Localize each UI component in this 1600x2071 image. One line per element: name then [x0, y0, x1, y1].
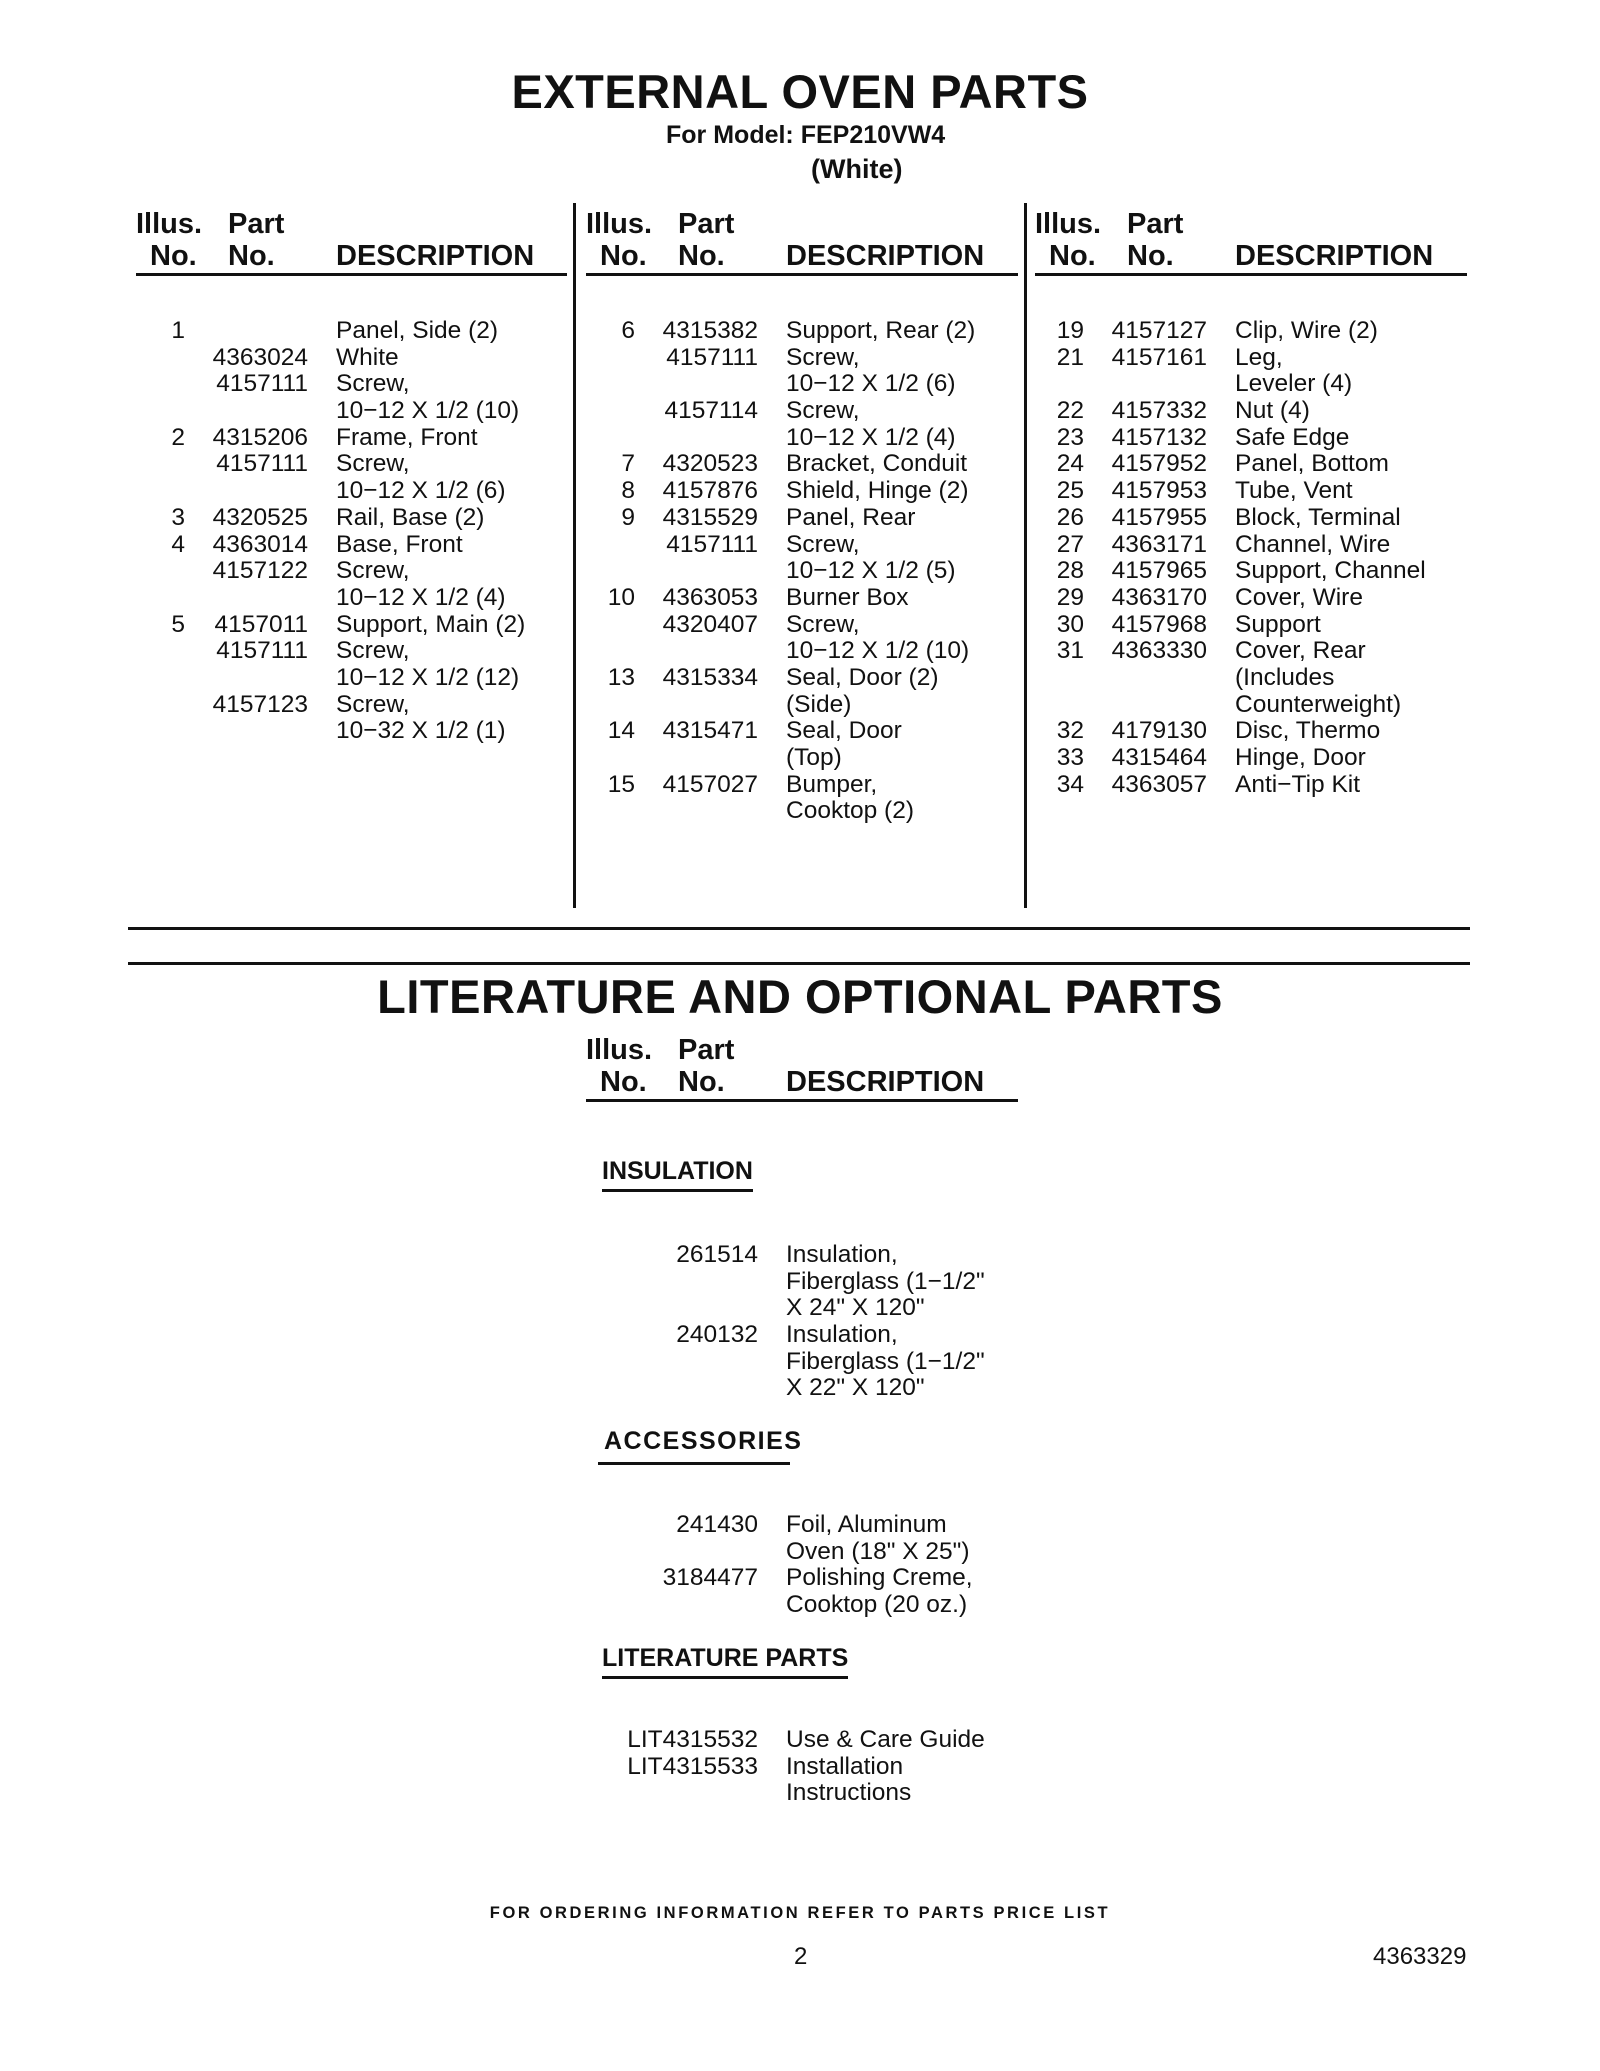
illus-number: 13 [607, 663, 635, 691]
part-number: 261514 [676, 1241, 758, 1268]
part-header-top: Part [678, 208, 735, 240]
part-description: Screw, [786, 343, 860, 371]
parts-row [1039, 398, 1469, 425]
description-header: DESCRIPTION [786, 1066, 985, 1098]
part-description: Screw, [786, 397, 860, 425]
parts-row [1039, 745, 1469, 772]
part-number: 4157132 [1111, 423, 1207, 451]
part-number: 4320407 [662, 610, 758, 638]
part-number: LIT4315532 [627, 1726, 758, 1753]
parts-row [1039, 478, 1469, 505]
part-description: Screw, [336, 450, 410, 478]
parts-row [1039, 558, 1469, 585]
part-description: Cooktop (20 oz.) [786, 1591, 968, 1619]
part-description: 10−12 X 1/2 (10) [336, 397, 520, 425]
part-description: 10−12 X 1/2 (10) [786, 637, 970, 665]
part-description: Base, Front [336, 530, 463, 558]
illus-number: 23 [1056, 423, 1084, 451]
parts-row [590, 1754, 1020, 1781]
part-description: Oven (18" X 25") [786, 1537, 970, 1565]
parts-row [140, 612, 570, 639]
parts-row [590, 558, 1020, 585]
illus-header-bottom: No. [600, 1066, 647, 1098]
part-description: 10−12 X 1/2 (6) [336, 477, 506, 505]
part-number: 4157876 [662, 477, 758, 505]
parts-row [140, 665, 570, 692]
parts-row [590, 1242, 1020, 1269]
part-description: Anti−Tip Kit [1235, 770, 1361, 798]
illus-header-bottom: No. [600, 240, 647, 272]
parts-row [590, 692, 1020, 719]
illus-number: 2 [171, 423, 185, 451]
parts-row [590, 745, 1020, 772]
parts-row [1039, 772, 1469, 799]
parts-row [140, 585, 570, 612]
parts-row [140, 371, 570, 398]
parts-row [140, 318, 570, 345]
parts-row [1039, 345, 1469, 372]
parts-row [590, 1349, 1020, 1376]
part-description: 10−12 X 1/2 (4) [336, 583, 506, 611]
parts-row [1039, 451, 1469, 478]
part-number: 4315471 [662, 717, 758, 745]
parts-row [140, 505, 570, 532]
part-description: Screw, [336, 637, 410, 665]
part-header-top: Part [1127, 208, 1184, 240]
parts-row [590, 1727, 1020, 1754]
illus-number: 21 [1056, 343, 1084, 371]
illus-number: 4 [171, 530, 185, 558]
parts-row [590, 345, 1020, 372]
illus-number: 1 [171, 317, 185, 344]
part-description: Insulation, [786, 1241, 898, 1268]
part-description: (Side) [786, 690, 852, 718]
parts-row [1039, 692, 1469, 719]
illus-number: 8 [621, 477, 635, 505]
part-description: 10−12 X 1/2 (6) [786, 370, 956, 398]
part-description: Insulation, [786, 1321, 898, 1349]
part-description: Counterweight) [1235, 690, 1402, 718]
part-description: Seal, Door (2) [786, 663, 939, 691]
part-number: 4157968 [1111, 610, 1207, 638]
accessories-heading: ACCESSORIES [604, 1427, 803, 1455]
illus-number: 24 [1056, 450, 1084, 478]
parts-row [590, 638, 1020, 665]
page-number: 2 [794, 1943, 808, 1970]
illus-number: 27 [1056, 530, 1084, 558]
model-line: For Model: FEP210VW4 [666, 121, 946, 149]
part-header-bottom: No. [1127, 240, 1174, 272]
part-description: Panel, Rear [786, 503, 916, 531]
part-description: X 22" X 120" [786, 1374, 925, 1402]
page-title: EXTERNAL OVEN PARTS [511, 65, 1089, 118]
part-description: Seal, Door [786, 717, 902, 745]
part-number: 4363053 [662, 583, 758, 611]
part-header-bottom: No. [678, 1066, 725, 1098]
part-number: 4157111 [216, 450, 308, 478]
illus-number: 3 [171, 503, 185, 531]
parts-row [590, 718, 1020, 745]
parts-row [140, 718, 570, 745]
header-underline [136, 273, 567, 276]
insulation-heading: INSULATION [602, 1157, 753, 1192]
illus-number: 19 [1056, 317, 1084, 344]
part-number: 4179130 [1111, 717, 1207, 745]
illus-number: 15 [607, 770, 635, 798]
part-header-top: Part [678, 1034, 735, 1066]
part-number: 4157953 [1111, 477, 1207, 505]
parts-column-2 [590, 318, 1020, 825]
part-description: Installation [786, 1752, 904, 1780]
part-number: 4363330 [1111, 637, 1207, 665]
header-underline [1035, 273, 1467, 276]
parts-row [140, 478, 570, 505]
illus-number: 10 [607, 583, 635, 611]
parts-column-3 [1039, 318, 1469, 798]
part-description: 10−12 X 1/2 (4) [786, 423, 956, 451]
parts-row [140, 638, 570, 665]
part-description: Screw, [336, 690, 410, 718]
header-underline [586, 1099, 1018, 1102]
parts-row [590, 1780, 1020, 1807]
parts-row [590, 1322, 1020, 1349]
parts-row [590, 1375, 1020, 1402]
accessories-underline [598, 1462, 790, 1465]
part-number: 4157111 [666, 343, 758, 371]
parts-row [1039, 665, 1469, 692]
parts-row [590, 1592, 1020, 1619]
part-number: 4157332 [1111, 397, 1207, 425]
illus-header-bottom: No. [1049, 240, 1096, 272]
part-header-bottom: No. [678, 240, 725, 272]
part-description: Block, Terminal [1235, 503, 1401, 531]
description-header: DESCRIPTION [336, 240, 535, 272]
part-description: (Includes [1235, 663, 1335, 691]
illus-number: 26 [1056, 503, 1084, 531]
part-description: Channel, Wire [1235, 530, 1391, 558]
parts-row [1039, 505, 1469, 532]
parts-row [1039, 425, 1469, 452]
part-header-top: Part [228, 208, 285, 240]
column-divider [1024, 203, 1027, 908]
part-description: Bumper, [786, 770, 878, 798]
parts-row [590, 1512, 1020, 1539]
illus-number: 14 [607, 717, 635, 745]
part-description: Rail, Base (2) [336, 503, 485, 531]
parts-row [1039, 371, 1469, 398]
description-header: DESCRIPTION [1235, 240, 1434, 272]
section-divider [128, 962, 1470, 965]
accessories-list [590, 1512, 1020, 1619]
parts-row [590, 478, 1020, 505]
part-description: 10−32 X 1/2 (1) [336, 717, 506, 745]
part-number: 4363057 [1111, 770, 1207, 798]
section-divider [128, 927, 1470, 930]
part-description: Use & Care Guide [786, 1726, 985, 1753]
part-description: X 24" X 120" [786, 1294, 925, 1322]
part-description: Foil, Aluminum [786, 1511, 947, 1538]
parts-row [1039, 318, 1469, 345]
part-description: Fiberglass (1−1/2" [786, 1267, 985, 1295]
parts-row [140, 532, 570, 559]
part-description: Cooktop (2) [786, 797, 915, 825]
part-description: 10−12 X 1/2 (12) [336, 663, 520, 691]
part-description: Hinge, Door [1235, 744, 1366, 771]
part-description: 10−12 X 1/2 (5) [786, 557, 956, 585]
part-number: 240132 [676, 1321, 758, 1349]
part-description: Tube, Vent [1235, 477, 1353, 505]
part-description: Shield, Hinge (2) [786, 477, 969, 505]
illus-header-bottom: No. [150, 240, 197, 272]
part-number: 4157111 [216, 637, 308, 665]
part-number: 4315464 [1111, 744, 1207, 771]
parts-row [590, 798, 1020, 825]
part-description: Bracket, Conduit [786, 450, 968, 478]
part-description: Polishing Creme, [786, 1564, 973, 1592]
part-number: 4320525 [212, 503, 308, 531]
part-number: 4157952 [1111, 450, 1207, 478]
part-description: White [336, 343, 399, 371]
part-number: 4315529 [662, 503, 758, 531]
part-description: Disc, Thermo [1235, 717, 1381, 745]
part-number: 4315206 [212, 423, 308, 451]
illus-number: 32 [1056, 717, 1084, 745]
illus-number: 22 [1056, 397, 1084, 425]
part-description: Screw, [336, 557, 410, 585]
parts-row [1039, 532, 1469, 559]
parts-row [590, 451, 1020, 478]
parts-row [590, 398, 1020, 425]
part-number: 4315382 [662, 317, 758, 344]
illus-number: 5 [171, 610, 185, 638]
parts-row [590, 318, 1020, 345]
illus-number: 6 [621, 317, 635, 344]
part-description: Screw, [786, 610, 860, 638]
part-number: 4363170 [1111, 583, 1207, 611]
part-number: 4157161 [1111, 343, 1207, 371]
parts-row [590, 505, 1020, 532]
parts-row [590, 585, 1020, 612]
part-description: Support, Main (2) [336, 610, 526, 638]
part-number: 4157111 [666, 530, 758, 558]
description-header: DESCRIPTION [786, 240, 985, 272]
part-number: 4157955 [1111, 503, 1207, 531]
part-header-bottom: No. [228, 240, 275, 272]
parts-row [590, 1539, 1020, 1566]
part-description: (Top) [786, 744, 842, 771]
illus-header-top: Illus. [586, 208, 653, 240]
illus-header-top: Illus. [136, 208, 203, 240]
illus-header-top: Illus. [1035, 208, 1102, 240]
parts-row [1039, 585, 1469, 612]
part-number: 4157122 [212, 557, 308, 585]
part-number: 4157123 [212, 690, 308, 718]
parts-row [590, 1565, 1020, 1592]
part-description: Support, Channel [1235, 557, 1426, 585]
illus-number: 33 [1056, 744, 1084, 771]
part-description: Screw, [336, 370, 410, 398]
parts-row [590, 612, 1020, 639]
part-number: 4157965 [1111, 557, 1207, 585]
part-description: Frame, Front [336, 423, 478, 451]
literature-parts-list [590, 1727, 1020, 1807]
illus-number: 9 [621, 503, 635, 531]
literature-title: LITERATURE AND OPTIONAL PARTS [377, 970, 1223, 1023]
parts-row [590, 772, 1020, 799]
part-description: Clip, Wire (2) [1235, 317, 1378, 344]
part-number: 4157114 [664, 397, 758, 425]
part-number: 4363014 [212, 530, 308, 558]
color-line: (White) [811, 154, 903, 184]
parts-row [590, 532, 1020, 559]
insulation-list [590, 1242, 1020, 1402]
part-description: Fiberglass (1−1/2" [786, 1347, 985, 1375]
part-number: 4363024 [212, 343, 308, 371]
part-description: Cover, Wire [1235, 583, 1363, 611]
header-underline [586, 273, 1018, 276]
part-description: Screw, [786, 530, 860, 558]
parts-row [140, 451, 570, 478]
parts-row [1039, 612, 1469, 639]
parts-row [590, 1269, 1020, 1296]
illus-number: 30 [1056, 610, 1084, 638]
part-number: 4157011 [214, 610, 308, 638]
part-description: Panel, Bottom [1235, 450, 1389, 478]
part-number: 4157027 [662, 770, 758, 798]
part-number: 4157111 [216, 370, 308, 398]
part-number: LIT4315533 [627, 1752, 758, 1780]
parts-row [590, 1295, 1020, 1322]
part-description: Support [1235, 610, 1321, 638]
literature-parts-heading: LITERATURE PARTS [602, 1644, 848, 1679]
illus-number: 31 [1056, 637, 1084, 665]
part-number: 4363171 [1111, 530, 1207, 558]
illus-number: 7 [621, 450, 635, 478]
part-number: 4315334 [662, 663, 758, 691]
part-number: 4320523 [662, 450, 758, 478]
illus-number: 34 [1056, 770, 1084, 798]
parts-row [590, 425, 1020, 452]
part-description: Leg, [1235, 343, 1283, 371]
part-number: 3184477 [662, 1564, 758, 1592]
part-description: Cover, Rear [1235, 637, 1366, 665]
parts-row [590, 371, 1020, 398]
parts-row [1039, 638, 1469, 665]
part-description: Instructions [786, 1779, 912, 1807]
parts-row [140, 398, 570, 425]
part-description: Support, Rear (2) [786, 317, 976, 344]
part-number: 241430 [676, 1511, 758, 1538]
column-divider [573, 203, 576, 908]
parts-row [140, 558, 570, 585]
illus-number: 25 [1056, 477, 1084, 505]
part-description: Panel, Side (2) [336, 317, 499, 344]
ordering-note: FOR ORDERING INFORMATION REFER TO PARTS PRICE LIST [489, 1904, 1111, 1922]
part-number: 4157127 [1111, 317, 1207, 344]
parts-row [1039, 718, 1469, 745]
part-description: Leveler (4) [1235, 370, 1353, 398]
illus-number: 28 [1056, 557, 1084, 585]
part-description: Nut (4) [1235, 397, 1310, 425]
parts-row [140, 345, 570, 372]
illus-number: 29 [1056, 583, 1084, 611]
parts-row [140, 425, 570, 452]
parts-row [590, 665, 1020, 692]
parts-row [140, 692, 570, 719]
document-number: 4363329 [1373, 1943, 1467, 1970]
part-description: Burner Box [786, 583, 909, 611]
illus-header-top: Illus. [586, 1034, 653, 1066]
part-description: Safe Edge [1235, 423, 1350, 451]
parts-column-1 [140, 318, 570, 745]
